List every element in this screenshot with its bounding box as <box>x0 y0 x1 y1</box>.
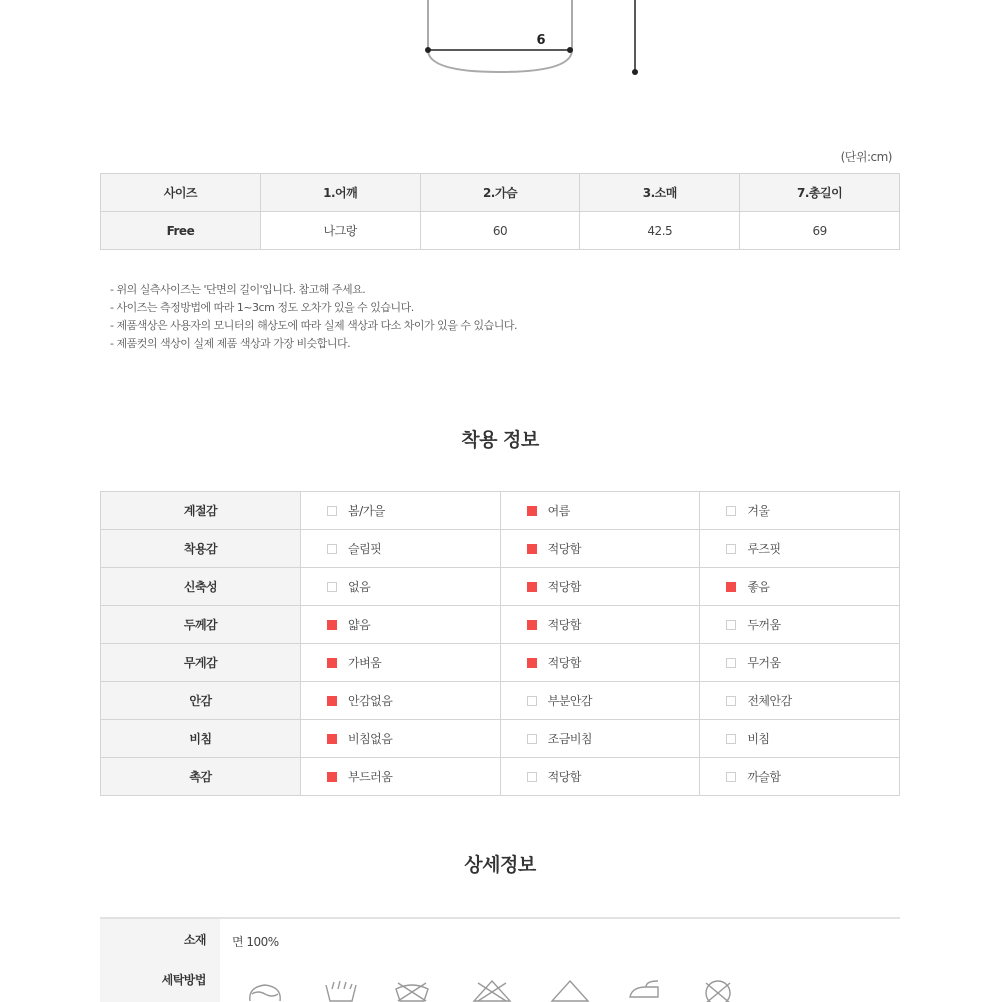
garment-outline <box>428 0 572 72</box>
table-cell: 42.5 <box>580 212 740 250</box>
wear-option <box>700 644 900 682</box>
no-bleach-icon <box>474 981 510 1001</box>
wear-option-label: 무거움 <box>747 656 781 670</box>
unchecked-box <box>327 506 337 516</box>
wear-option <box>500 720 700 758</box>
wear-option <box>500 530 700 568</box>
unchecked-box <box>327 544 337 554</box>
wear-option <box>500 568 700 606</box>
wear-option-label: 겨울 <box>747 504 770 518</box>
iron-icon <box>630 981 658 997</box>
wear-option-label: 얇음 <box>348 618 371 632</box>
unchecked-box <box>527 734 537 744</box>
checked-box <box>726 582 736 592</box>
wear-category: 두께감 <box>101 606 301 644</box>
measure-point <box>425 47 431 53</box>
unchecked-box <box>726 620 736 630</box>
wear-option-label: 없음 <box>348 580 371 594</box>
table-row <box>101 492 900 530</box>
table-header: 2.가슴 <box>420 174 580 212</box>
wear-option-label: 적당함 <box>547 656 581 670</box>
wear-option <box>700 492 900 530</box>
checked-box <box>527 658 537 668</box>
wear-category: 무게감 <box>101 644 301 682</box>
wear-option <box>700 606 900 644</box>
hand-wash-icon <box>250 985 280 1001</box>
table-header-row <box>101 174 900 212</box>
no-wash-icon <box>396 983 428 1001</box>
unchecked-box <box>726 696 736 706</box>
table-row <box>101 568 900 606</box>
wear-option-label: 봄/가을 <box>348 504 385 518</box>
material-label: 소재 <box>183 933 206 947</box>
wear-option <box>500 644 700 682</box>
wear-option <box>700 530 900 568</box>
material-value: 면 100% <box>232 935 279 949</box>
wear-option-label: 가벼움 <box>348 656 382 670</box>
wear-option-label: 비침 <box>747 732 770 746</box>
wear-option-label: 적당함 <box>547 580 581 594</box>
unchecked-box <box>726 506 736 516</box>
wear-option-label: 조금비침 <box>547 732 593 746</box>
note-line: - 제품컷의 색상이 실제 제품 색상과 가장 비슷합니다. <box>110 337 351 350</box>
size-notes <box>110 281 517 353</box>
care-icons <box>240 979 760 1002</box>
wear-option-label: 비침없음 <box>348 732 393 746</box>
note-line: - 위의 실측사이즈는 '단면의 길이'입니다. 참고해 주세요. <box>110 283 366 296</box>
table-cell: 나그랑 <box>260 212 420 250</box>
table-header: 7.총길이 <box>740 174 900 212</box>
checked-box <box>327 620 337 630</box>
measure-point <box>632 69 638 75</box>
wear-option <box>500 606 700 644</box>
wear-option-label: 까슬함 <box>747 770 781 784</box>
hand-wash-icon <box>326 981 356 1001</box>
wear-option-label: 적당함 <box>547 542 581 556</box>
wear-option <box>301 720 501 758</box>
wear-option <box>700 720 900 758</box>
measure-label: 6 <box>536 33 546 48</box>
unchecked-box <box>527 696 537 706</box>
wear-option <box>700 568 900 606</box>
table-cell: 60 <box>420 212 580 250</box>
wear-option <box>301 682 501 720</box>
wear-option-label: 적당함 <box>547 770 581 784</box>
wear-option <box>500 492 700 530</box>
wear-option <box>700 758 900 796</box>
wear-option <box>301 758 501 796</box>
checked-box <box>527 544 537 554</box>
unchecked-box <box>527 772 537 782</box>
wear-option-label: 적당함 <box>547 618 581 632</box>
wear-option-label: 전체안감 <box>747 694 792 708</box>
note-line: - 사이즈는 측정방법에 따라 1~3cm 정도 오차가 있을 수 있습니다. <box>110 301 414 314</box>
unchecked-box <box>726 544 736 554</box>
wear-category: 계절감 <box>101 492 301 530</box>
checked-box <box>327 696 337 706</box>
wear-category: 촉감 <box>101 758 301 796</box>
wear-category: 비침 <box>101 720 301 758</box>
wear-option-label: 슬림핏 <box>348 542 382 556</box>
size-diagram <box>0 0 1000 90</box>
no-dryclean-icon <box>706 981 730 1002</box>
unchecked-box <box>726 772 736 782</box>
table-row <box>101 682 900 720</box>
wear-option-label: 여름 <box>547 504 570 518</box>
wear-option-label: 안감없음 <box>348 694 393 708</box>
wear-option <box>500 758 700 796</box>
wear-option <box>500 682 700 720</box>
checked-box <box>327 658 337 668</box>
table-row <box>101 606 900 644</box>
bleach-icon <box>552 981 588 1001</box>
table-header: 사이즈 <box>101 174 261 212</box>
unchecked-box <box>726 658 736 668</box>
checked-box <box>527 506 537 516</box>
size-table <box>100 173 900 250</box>
table-cell: 69 <box>740 212 900 250</box>
wear-option <box>301 530 501 568</box>
table-cell: Free <box>101 212 261 250</box>
wear-option-label: 루즈핏 <box>747 542 781 556</box>
table-row <box>101 644 900 682</box>
wear-category: 착용감 <box>101 530 301 568</box>
table-row <box>101 758 900 796</box>
table-row <box>101 530 900 568</box>
wear-option-label: 부분안감 <box>547 694 593 708</box>
wear-category: 신축성 <box>101 568 301 606</box>
wear-info-table <box>100 491 900 796</box>
wear-option <box>301 568 501 606</box>
table-row <box>101 212 900 250</box>
table-header: 1.어깨 <box>260 174 420 212</box>
note-line: - 제품색상은 사용자의 모니터의 해상도에 따라 실제 색상과 다소 차이가 있을 수 있습니다. <box>110 319 517 332</box>
wear-option <box>700 682 900 720</box>
checked-box <box>327 734 337 744</box>
wear-option-label: 좋음 <box>747 580 770 594</box>
wear-option-label: 두꺼움 <box>747 618 781 632</box>
table-header: 3.소매 <box>580 174 740 212</box>
wear-info-title: 착용 정보 <box>461 429 539 451</box>
unchecked-box <box>327 582 337 592</box>
measure-point <box>567 47 573 53</box>
wear-option <box>301 606 501 644</box>
table-row <box>101 720 900 758</box>
wear-option-label: 부드러움 <box>348 770 393 784</box>
wear-option <box>301 492 501 530</box>
detail-info-table <box>100 917 900 1002</box>
unchecked-box <box>726 734 736 744</box>
checked-box <box>527 620 537 630</box>
detail-info-title: 상세정보 <box>464 854 536 876</box>
wear-option <box>301 644 501 682</box>
unit-label: (단위:cm) <box>840 150 892 164</box>
checked-box <box>327 772 337 782</box>
wash-label: 세탁방법 <box>161 973 206 987</box>
checked-box <box>527 582 537 592</box>
wear-category: 안감 <box>101 682 301 720</box>
